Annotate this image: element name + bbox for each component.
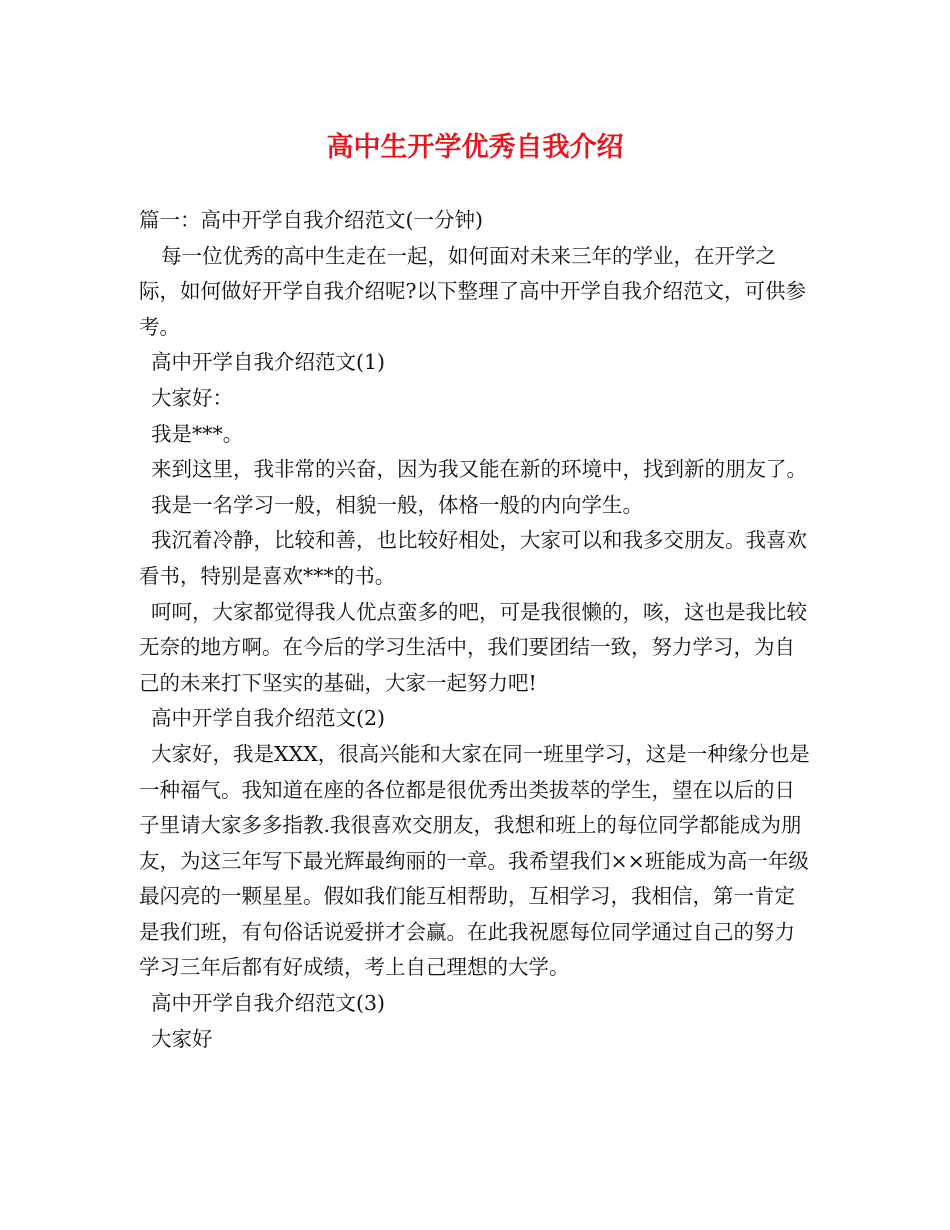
paragraph-sample-2-heading: 高中开学自我介绍范文(2) [151,706,386,731]
paragraph-closing-1: 呵呵，大家都觉得我人优点蛮多的吧，可是我很懒的，咳，这也是我比较无奈的地方啊。在今后的学习生活中，我们要团结一致，努力学习，为自己的未来打下坚实的基础，大家一起努力吧! [139,599,807,695]
paragraph-personality: 我沉着冷静，比较和善，也比较好相处，大家可以和我多交朋友。我喜欢看书，特别是喜欢***的书。 [139,528,807,588]
paragraph-intro: 每一位优秀的高中生走在一起，如何面对未来三年的学业，在开学之际，如何做好开学自我介绍呢?以下整理了高中开学自我介绍范文，可供参考。 [139,243,806,339]
paragraph-sample-1-heading: 高中开学自我介绍范文(1) [151,350,386,375]
document-body [139,203,811,1057]
paragraph-sample-2-body: 大家好，我是XXX，很高兴能和大家在同一班里学习，这是一种缘分也是一种福气。我知道在座的各位都是很优秀出类拔萃的学生，望在以后的日子里请大家多多指教.我很喜欢交朋友，我想和班上的每位同学都能成为朋友，为这三年写下最光辉最绚丽的一章。我希望我们××班能成为高一年级最闪亮的一颗星星。假如我们能互相帮助，互相学习，我相信，第一肯定是我们班，有句俗话说爱拼才会赢。在此我祝愿每位同学通过自己的努力学习三年后都有好成绩，考上自己理想的大学。 [139,741,810,980]
paragraph-self-description: 我是一名学习一般，相貌一般，体格一般的内向学生。 [151,492,643,517]
document-title: 高中生开学优秀自我介绍 [326,132,624,163]
paragraph-sample-3-heading: 高中开学自我介绍范文(3) [151,991,386,1016]
paragraph-section-heading: 篇一：高中开学自我介绍范文(一分钟) [139,208,483,232]
paragraph-name: 我是***。 [151,421,244,446]
paragraph-sample-3-greeting: 大家好 [151,1026,213,1051]
paragraph-greeting: 大家好： [151,385,233,410]
paragraph-arrival: 来到这里，我非常的兴奋，因为我又能在新的环境中，找到新的朋友了。 [151,457,807,482]
